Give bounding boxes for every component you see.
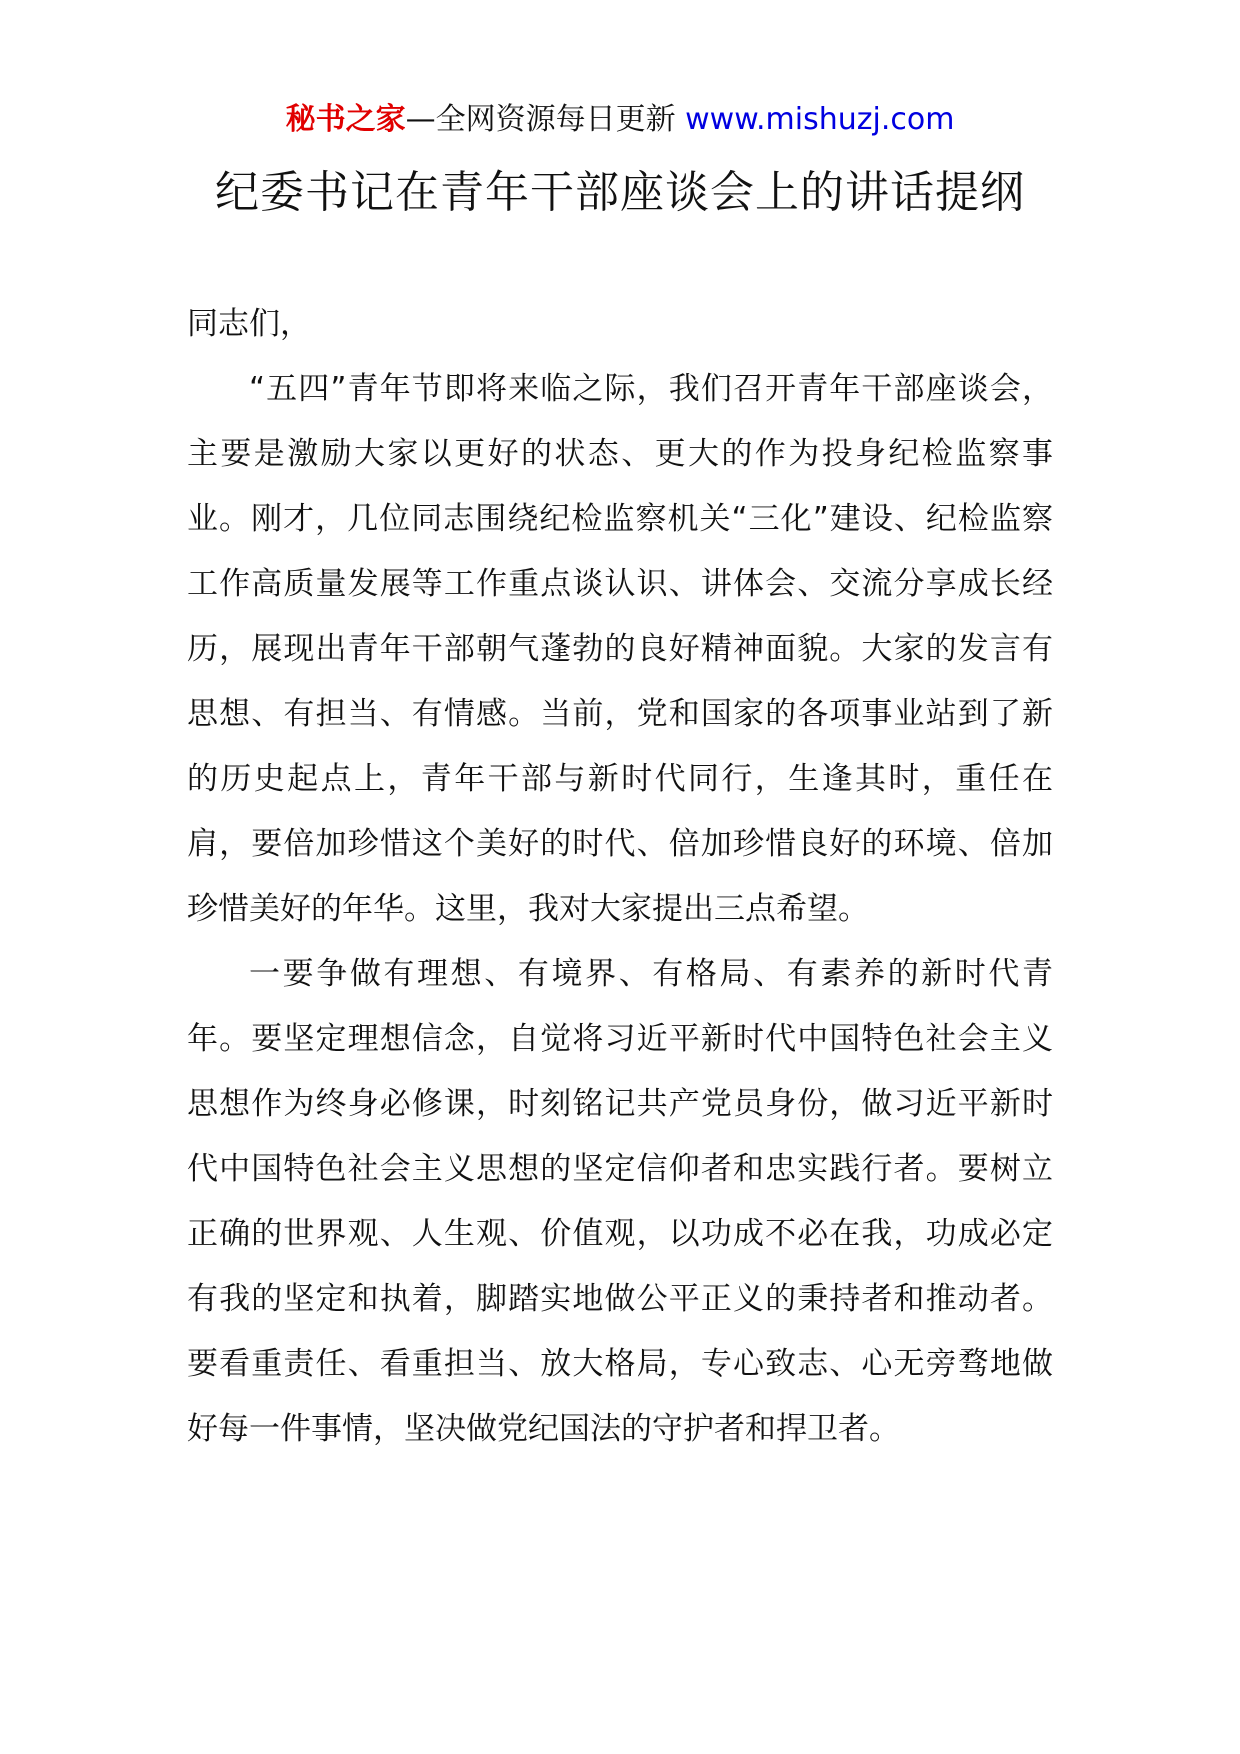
site-brand: 秘书之家 <box>285 102 406 137</box>
site-tagline: —全网资源每日更新 <box>405 102 676 137</box>
greeting: 同志们， <box>187 306 311 342</box>
document-title: 纪委书记在青年干部座谈会上的讲话提纲 <box>215 167 1025 218</box>
paragraph-intro: “五四”青年节即将来临之际，我们召开青年干部座谈会，主要是激励大家以更好的状态、更大的作为投身纪检监察事业。刚才，几位同志围绕纪检监察机关“三化”建设、纪检监察工作高质量发展等工作重点谈认识、讲体会、交流分享成长经历，展现出青年干部朝气蓬勃的良好精神面貌。大家的发言有思想、有担当、有情感。当前，党和国家的各项事业站到了新的历史起点上，青年干部与新时代同行，生逢其时，重任在肩，要倍加珍惜这个美好的时代、倍加珍惜良好的环境、倍加珍惜美好的年华。这里，我对大家提出三点希望。 <box>187 371 1053 927</box>
paragraph-point-one: 一要争做有理想、有境界、有格局、有素养的新时代青年。要坚定理想信念，自觉将习近平新时代中国特色社会主义思想作为终身必修课，时刻铭记共产党员身份，做习近平新时代中国特色社会主义思想的坚定信仰者和忠实践行者。要树立正确的世界观、人生观、价值观，以功成不必在我，功成必定有我的坚定和执着，脚踏实地做公平正义的秉持者和推动者。要看重责任、看重担当、放大格局，专心致志、心无旁骛地做好每一件事情，坚决做党纪国法的守护者和捍卫者。 <box>187 956 1053 1447</box>
site-header <box>0 98 1240 142</box>
document-body <box>187 292 1053 1462</box>
site-url-link[interactable]: www.mishuzj.com <box>685 102 955 137</box>
